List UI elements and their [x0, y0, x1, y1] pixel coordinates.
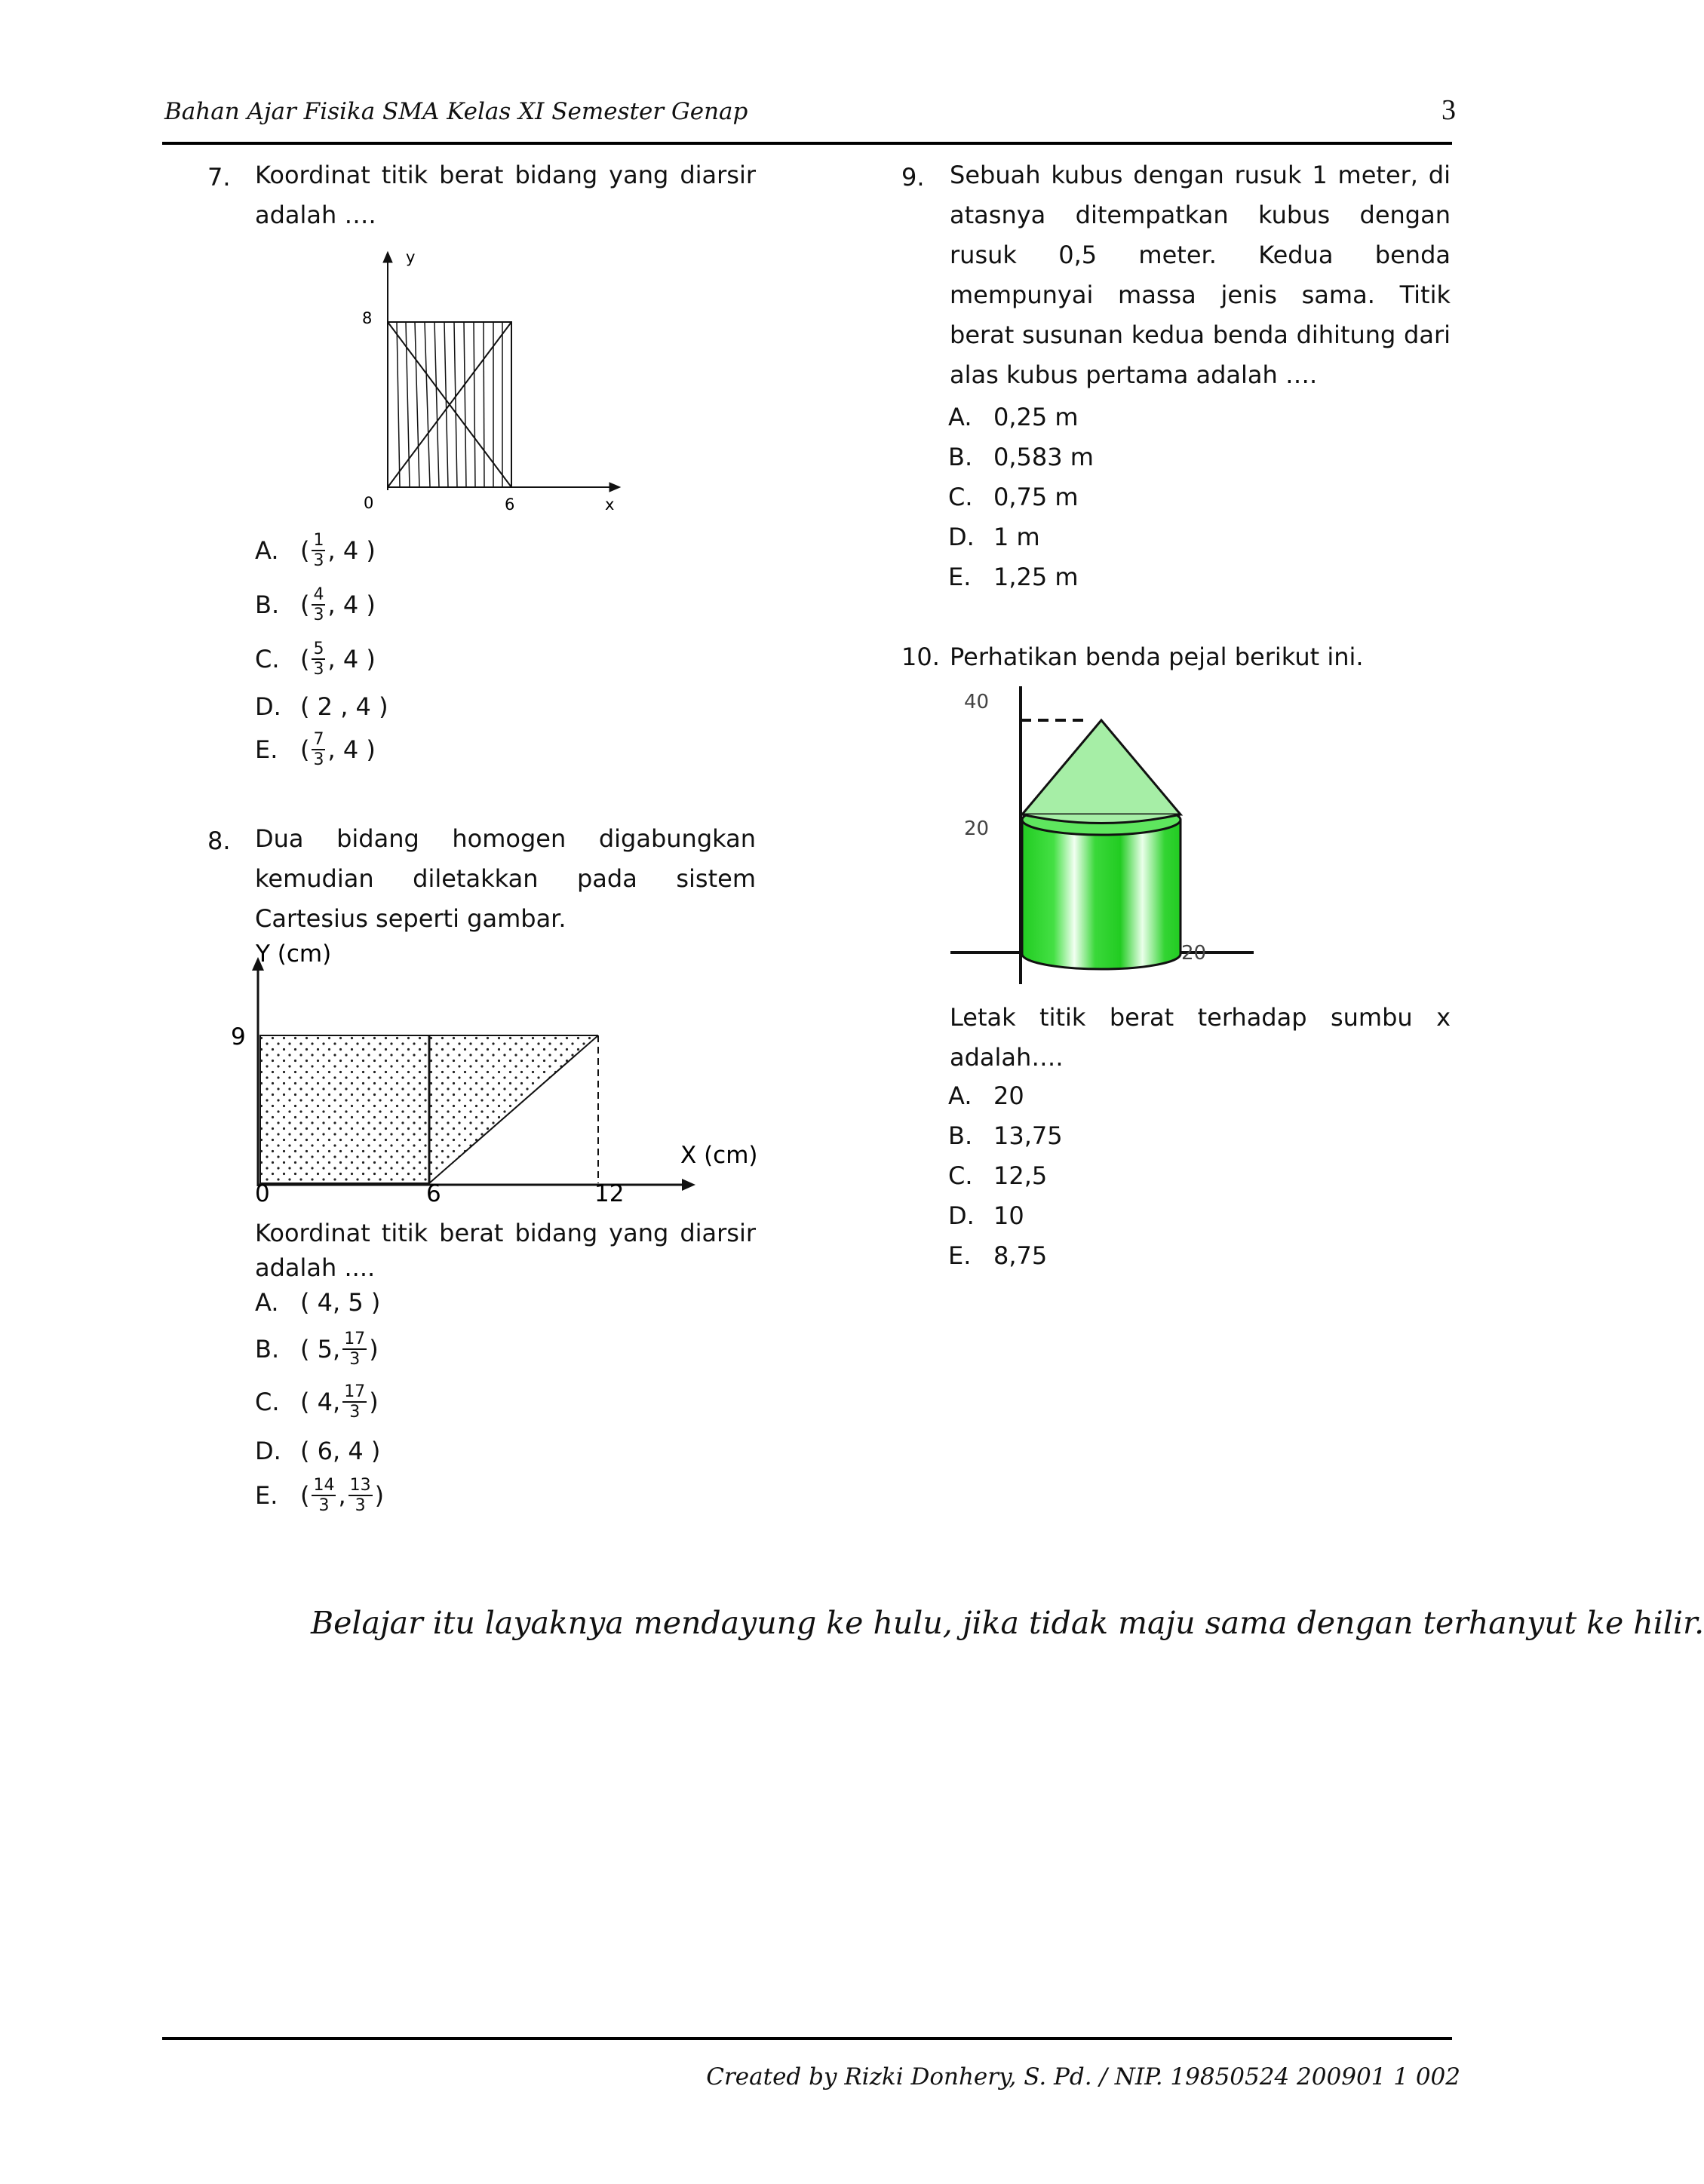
- q8-option-a[interactable]: [255, 1288, 380, 1317]
- fraction-den: 3: [355, 1496, 366, 1515]
- q9-option-c[interactable]: [948, 483, 1079, 511]
- option-open: ( 4,: [300, 1388, 341, 1416]
- option-text: 1 m: [993, 523, 1040, 551]
- q7-option-b[interactable]: [255, 586, 376, 624]
- option-text: 0,75 m: [993, 483, 1079, 511]
- option-text: 8,75: [993, 1241, 1048, 1270]
- fraction: [312, 731, 325, 768]
- option-open: (: [300, 735, 310, 764]
- fraction-num: 5: [313, 640, 324, 658]
- q10-option-e[interactable]: [948, 1241, 1047, 1270]
- q8-number: 8.: [207, 827, 231, 855]
- option-text: 0,25 m: [993, 403, 1079, 431]
- q8-x-arrow: [682, 1179, 695, 1191]
- q8-rectangle-region: [260, 1035, 429, 1183]
- q10-text: Perhatikan benda pejal berikut ini.: [950, 643, 1364, 671]
- q8-option-c[interactable]: [255, 1383, 379, 1421]
- option-label: D.: [948, 1201, 975, 1230]
- option-text: 0,583 m: [993, 443, 1094, 471]
- q10-number: 10.: [901, 643, 940, 671]
- option-label: E.: [255, 1481, 278, 1510]
- option-rest: ): [374, 1481, 385, 1510]
- option-text: ( 6, 4 ): [300, 1437, 381, 1465]
- option-label: C.: [948, 1161, 973, 1190]
- q9-option-b[interactable]: [948, 443, 1094, 471]
- option-text: 20: [993, 1081, 1024, 1110]
- option-label: A.: [948, 1081, 972, 1110]
- option-text: ( 2 , 4 ): [300, 692, 388, 721]
- q8-figure: [219, 939, 762, 1218]
- q8-origin-label: 0: [255, 1180, 270, 1207]
- option-rest: , 4 ): [327, 536, 376, 565]
- fraction-num: 7: [313, 730, 324, 749]
- q7-option-e[interactable]: [255, 731, 376, 768]
- q8-text: Dua bidang homogen digabungkan kemudian diletakkan pada sistem Cartesius seperti gambar.: [255, 824, 756, 933]
- q10-option-c[interactable]: [948, 1161, 1047, 1190]
- q8-y-tick-9: 9: [231, 1023, 246, 1051]
- fraction-den: 3: [313, 606, 324, 624]
- option-label: B.: [255, 590, 280, 619]
- fraction-num: 14: [313, 1476, 335, 1495]
- footer-divider: [162, 2037, 1452, 2040]
- q10-x-tick-20: 20: [1181, 942, 1207, 965]
- q10-y-tick-40: 40: [964, 691, 990, 713]
- q10-subtext: Letak titik berat terhadap sumbu x adalah….: [950, 1003, 1451, 1072]
- q10-option-a[interactable]: [948, 1081, 1024, 1110]
- q10-figure: [943, 682, 1267, 992]
- q7-option-d[interactable]: [255, 692, 388, 721]
- option-label: A.: [255, 536, 279, 565]
- option-text: 13,75: [993, 1121, 1063, 1150]
- option-label: B.: [948, 1121, 973, 1150]
- fraction-den: 3: [349, 1350, 361, 1369]
- option-label: A.: [948, 403, 972, 431]
- q10-option-b[interactable]: [948, 1121, 1063, 1150]
- fraction: [312, 586, 325, 624]
- q7-x-axis-label: x: [605, 495, 615, 514]
- option-text: 12,5: [993, 1161, 1048, 1190]
- q10-y-tick-20: 20: [964, 817, 990, 840]
- fraction: [312, 532, 325, 569]
- option-rest: ): [369, 1335, 379, 1363]
- fraction-den: 3: [349, 1403, 361, 1422]
- option-label: B.: [948, 443, 973, 471]
- option-label: A.: [255, 1288, 279, 1317]
- option-label: C.: [255, 1388, 280, 1416]
- option-label: C.: [948, 483, 973, 511]
- fraction-num: 1: [313, 531, 324, 550]
- motivational-quote: Belajar itu layaknya mendayung ke hulu, jika tidak maju sama dengan terhanyut ke hilir.: [311, 1605, 1704, 1641]
- header-divider: [162, 142, 1452, 145]
- q8-subtext: Koordinat titik berat bidang yang diarsir adalah ....: [255, 1219, 756, 1282]
- q7-figure: [347, 241, 634, 520]
- q7-option-c[interactable]: [255, 640, 376, 678]
- footer-credit: Created by Rizki Donhery, S. Pd. / NIP. 19850524 200901 1 002: [706, 2063, 1460, 2090]
- option-rest: , 4 ): [327, 590, 376, 619]
- q8-x-axis-label: X (cm): [680, 1142, 758, 1169]
- option-open: ( 5,: [300, 1335, 341, 1363]
- q7-number: 7.: [207, 163, 231, 192]
- fraction-den: 3: [313, 551, 324, 570]
- option-rest: , 4 ): [327, 735, 376, 764]
- q8-option-e[interactable]: [255, 1477, 384, 1514]
- option-label: E.: [948, 1241, 972, 1270]
- q9-option-e[interactable]: [948, 563, 1079, 591]
- option-label: B.: [255, 1335, 280, 1363]
- q7-y-axis-label: y: [406, 248, 416, 266]
- option-open: (: [300, 1481, 310, 1510]
- option-text: 10: [993, 1201, 1024, 1230]
- option-label: D.: [255, 1437, 281, 1465]
- fraction: [342, 1330, 367, 1368]
- option-rest: , 4 ): [327, 645, 376, 673]
- fraction: [312, 640, 325, 678]
- option-text: 1,25 m: [993, 563, 1079, 591]
- q9-option-d[interactable]: [948, 523, 1040, 551]
- q8-y-axis-label: Y (cm): [256, 940, 332, 968]
- q9-number: 9.: [901, 163, 925, 192]
- option-rest: ): [369, 1388, 379, 1416]
- q7-y-arrow: [383, 252, 392, 262]
- q10-cone: [1022, 720, 1181, 814]
- q10-cylinder-body: [1022, 820, 1181, 969]
- option-open: (: [300, 536, 310, 565]
- fraction-num: 17: [344, 1382, 366, 1401]
- q7-x-arrow: [609, 483, 620, 492]
- q7-text: Koordinat titik berat bidang yang diarsir adalah ….: [255, 161, 756, 229]
- option-open: (: [300, 590, 310, 619]
- q8-option-d[interactable]: [255, 1437, 380, 1465]
- fraction-num: 17: [344, 1330, 366, 1348]
- q7-origin-label: 0: [364, 494, 374, 512]
- page-number: 3: [1441, 94, 1456, 126]
- fraction-den: 3: [313, 750, 324, 769]
- q7-y-tick-8: 8: [362, 309, 373, 327]
- option-text: ( 4, 5 ): [300, 1288, 381, 1317]
- fraction: [348, 1477, 373, 1514]
- q10-option-d[interactable]: [948, 1201, 1024, 1230]
- option-label: E.: [255, 735, 278, 764]
- option-label: E.: [948, 563, 972, 591]
- header-title: Bahan Ajar Fisika SMA Kelas XI Semester Genap: [164, 98, 748, 125]
- fraction-num: 13: [349, 1476, 371, 1495]
- option-open: (: [300, 645, 310, 673]
- q8-option-b[interactable]: [255, 1330, 379, 1368]
- fraction: [312, 1477, 336, 1514]
- option-label: D.: [948, 523, 975, 551]
- q7-x-tick-6: 6: [505, 495, 515, 514]
- q8-x-tick-6: 6: [426, 1180, 441, 1207]
- option-label: C.: [255, 645, 280, 673]
- q8-x-tick-12: 12: [594, 1180, 625, 1207]
- q9-text: Sebuah kubus dengan rusuk 1 meter, di atasnya ditempatkan kubus dengan rusuk 0,5 meter. Kedua benda mempunyai massa jenis sama. Titik berat susunan kedua benda dihitung dari alas kubus pertama adalah ….: [950, 161, 1451, 389]
- fraction-den: 3: [313, 660, 324, 679]
- q7-option-a[interactable]: [255, 532, 376, 569]
- option-mid: ,: [338, 1481, 346, 1510]
- fraction-num: 4: [313, 585, 324, 604]
- fraction: [342, 1383, 367, 1421]
- option-label: D.: [255, 692, 281, 721]
- fraction-den: 3: [318, 1496, 330, 1515]
- q9-option-a[interactable]: [948, 403, 1079, 431]
